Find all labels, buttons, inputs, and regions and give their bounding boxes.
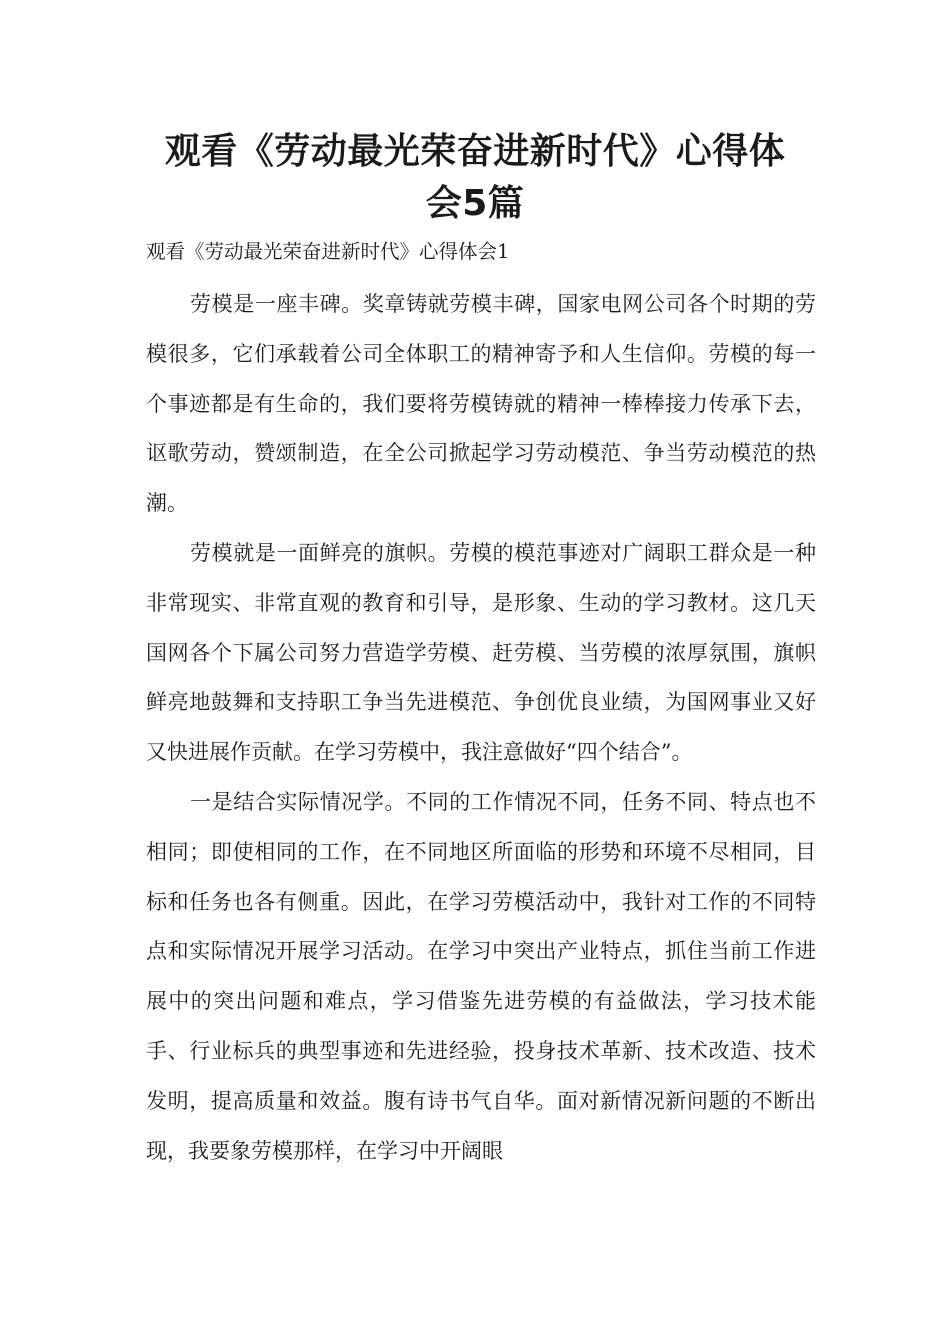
title-line-2: 会5篇 <box>425 183 525 224</box>
paragraph-1: 劳模是一座丰碑。奖章铸就劳模丰碑，国家电网公司各个时期的劳模很多，它们承载着公司全体职工的精神寄予和人生信仰。劳模的每一个事迹都是有生命的，我们要将劳模铸就的精神一棒棒接力传承下去，讴歌劳动，赞颂制造，在全公司掀起学习劳动模范、争当劳动模范的热潮。 <box>146 292 816 516</box>
document-body <box>146 280 816 1176</box>
section-heading: 观看《劳动最光荣奋进新时代》心得体会1 <box>146 240 510 263</box>
document-title <box>120 126 830 230</box>
title-line-1: 观看《劳动最光荣奋进新时代》心得体 <box>164 131 786 172</box>
paragraph-2: 劳模就是一面鲜亮的旗帜。劳模的模范事迹对广阔职工群众是一种非常现实、非常直观的教育和引导，是形象、生动的学习教材。这几天国网各个下属公司努力营造学劳模、赶劳模、当劳模的浓厚氛围，旗帜鲜亮地鼓舞和支持职工争当先进模范、争创优良业绩，为国网事业又好又快进展作贡献。在学习劳模中，我注意做好“四个结合”。 <box>146 540 816 765</box>
paragraph-3: 一是结合实际情况学。不同的工作情况不同，任务不同、特点也不相同；即使相同的工作，在不同地区所面临的形势和环境不尽相同，目标和任务也各有侧重。因此，在学习劳模活动中，我针对工作的不同特点和实际情况开展学习活动。在学习中突出产业特点，抓住当前工作进展中的突出问题和难点，学习借鉴先进劳模的有益做法，学习技术能手、行业标兵的典型事迹和先进经验，投身技术革新、技术改造、技术发明，提高质量和效益。腹有诗书气自华。面对新情况新问题的不断出现，我要象劳模那样，在学习中开阔眼 <box>146 789 816 1163</box>
